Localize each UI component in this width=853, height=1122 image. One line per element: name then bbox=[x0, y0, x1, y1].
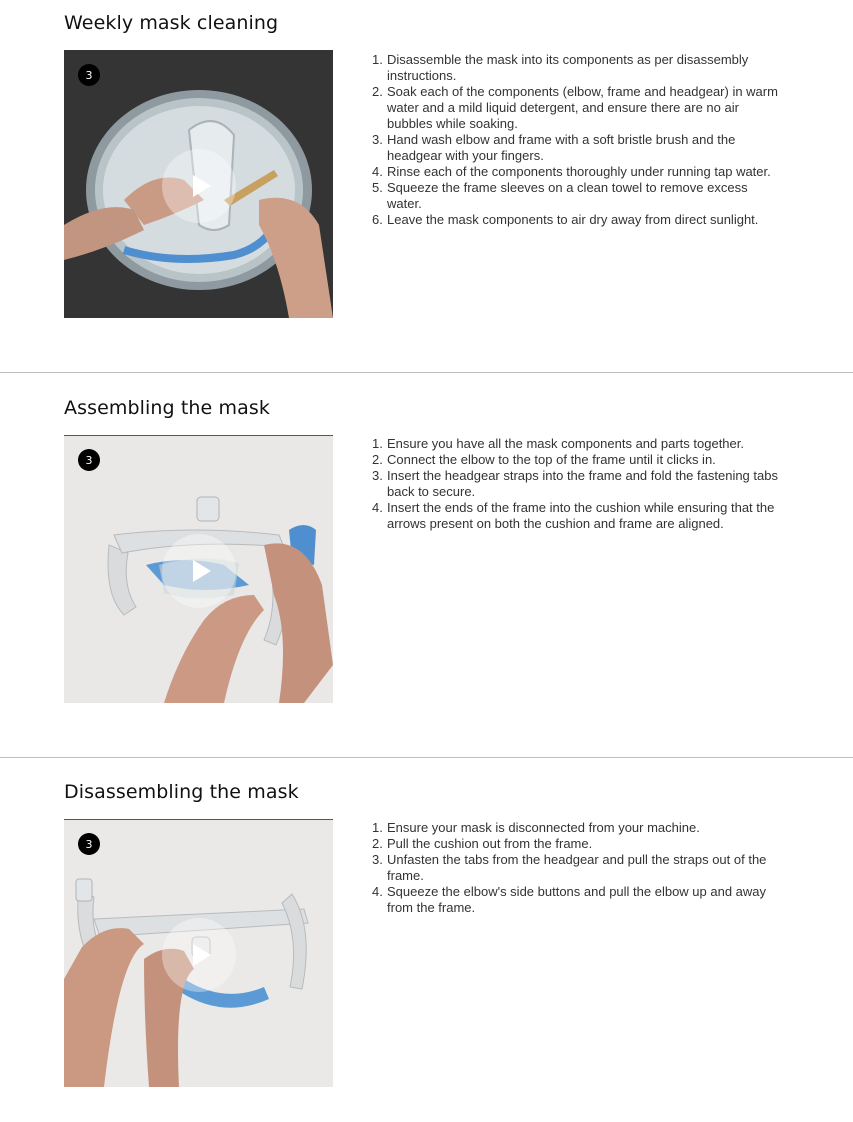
list-item: 5. Squeeze the frame sleeves on a clean towel to remove excess water. bbox=[372, 180, 748, 211]
section-divider bbox=[0, 757, 853, 758]
section-title: Disassembling the mask bbox=[64, 781, 299, 803]
list-item: 1. Disassemble the mask into its components as per disassembly instructions. bbox=[372, 52, 749, 83]
step-badge: 3 bbox=[78, 449, 100, 471]
list-item: 4. Squeeze the elbow's side buttons and pull the elbow up and away from the frame. bbox=[372, 884, 767, 915]
video-thumbnail[interactable] bbox=[64, 819, 333, 1087]
list-item: 6. Leave the mask components to air dry away from direct sunlight. bbox=[372, 212, 759, 227]
play-icon[interactable] bbox=[162, 534, 236, 608]
list-item: 3. Insert the headgear straps into the frame and fold the fastening tabs back to secure. bbox=[372, 468, 778, 499]
list-item: 1. Ensure you have all the mask components and parts together. bbox=[372, 436, 744, 451]
list-item: 2. Pull the cushion out from the frame. bbox=[372, 836, 593, 851]
list-item: 4. Rinse each of the components thoroughly under running tap water. bbox=[372, 164, 771, 179]
video-thumbnail[interactable] bbox=[64, 50, 333, 318]
list-item: 2. Connect the elbow to the top of the frame until it clicks in. bbox=[372, 452, 716, 467]
list-item: 1. Ensure your mask is disconnected from your machine. bbox=[372, 820, 700, 835]
section-title: Assembling the mask bbox=[64, 397, 270, 419]
list-item: 3. Hand wash elbow and frame with a soft bristle brush and the headgear with your fingers. bbox=[372, 132, 736, 163]
list-item: 4. Insert the ends of the frame into the cushion while ensuring that the arrows present on both the cushion and frame are aligned. bbox=[372, 500, 775, 531]
play-icon[interactable] bbox=[162, 918, 236, 992]
section-divider bbox=[0, 372, 853, 373]
step-badge: 3 bbox=[78, 833, 100, 855]
list-item: 2. Soak each of the components (elbow, frame and headgear) in warm water and a mild liquid detergent, and ensure there are no air bubbles while soaking. bbox=[372, 84, 778, 131]
steps-list bbox=[372, 820, 782, 916]
play-icon[interactable] bbox=[162, 149, 236, 223]
video-thumbnail[interactable] bbox=[64, 435, 333, 703]
steps-list bbox=[372, 52, 782, 228]
section-title: Weekly mask cleaning bbox=[64, 12, 279, 34]
step-badge: 3 bbox=[78, 64, 100, 86]
list-item: 3. Unfasten the tabs from the headgear and pull the straps out of the frame. bbox=[372, 852, 767, 883]
steps-list bbox=[372, 436, 782, 532]
